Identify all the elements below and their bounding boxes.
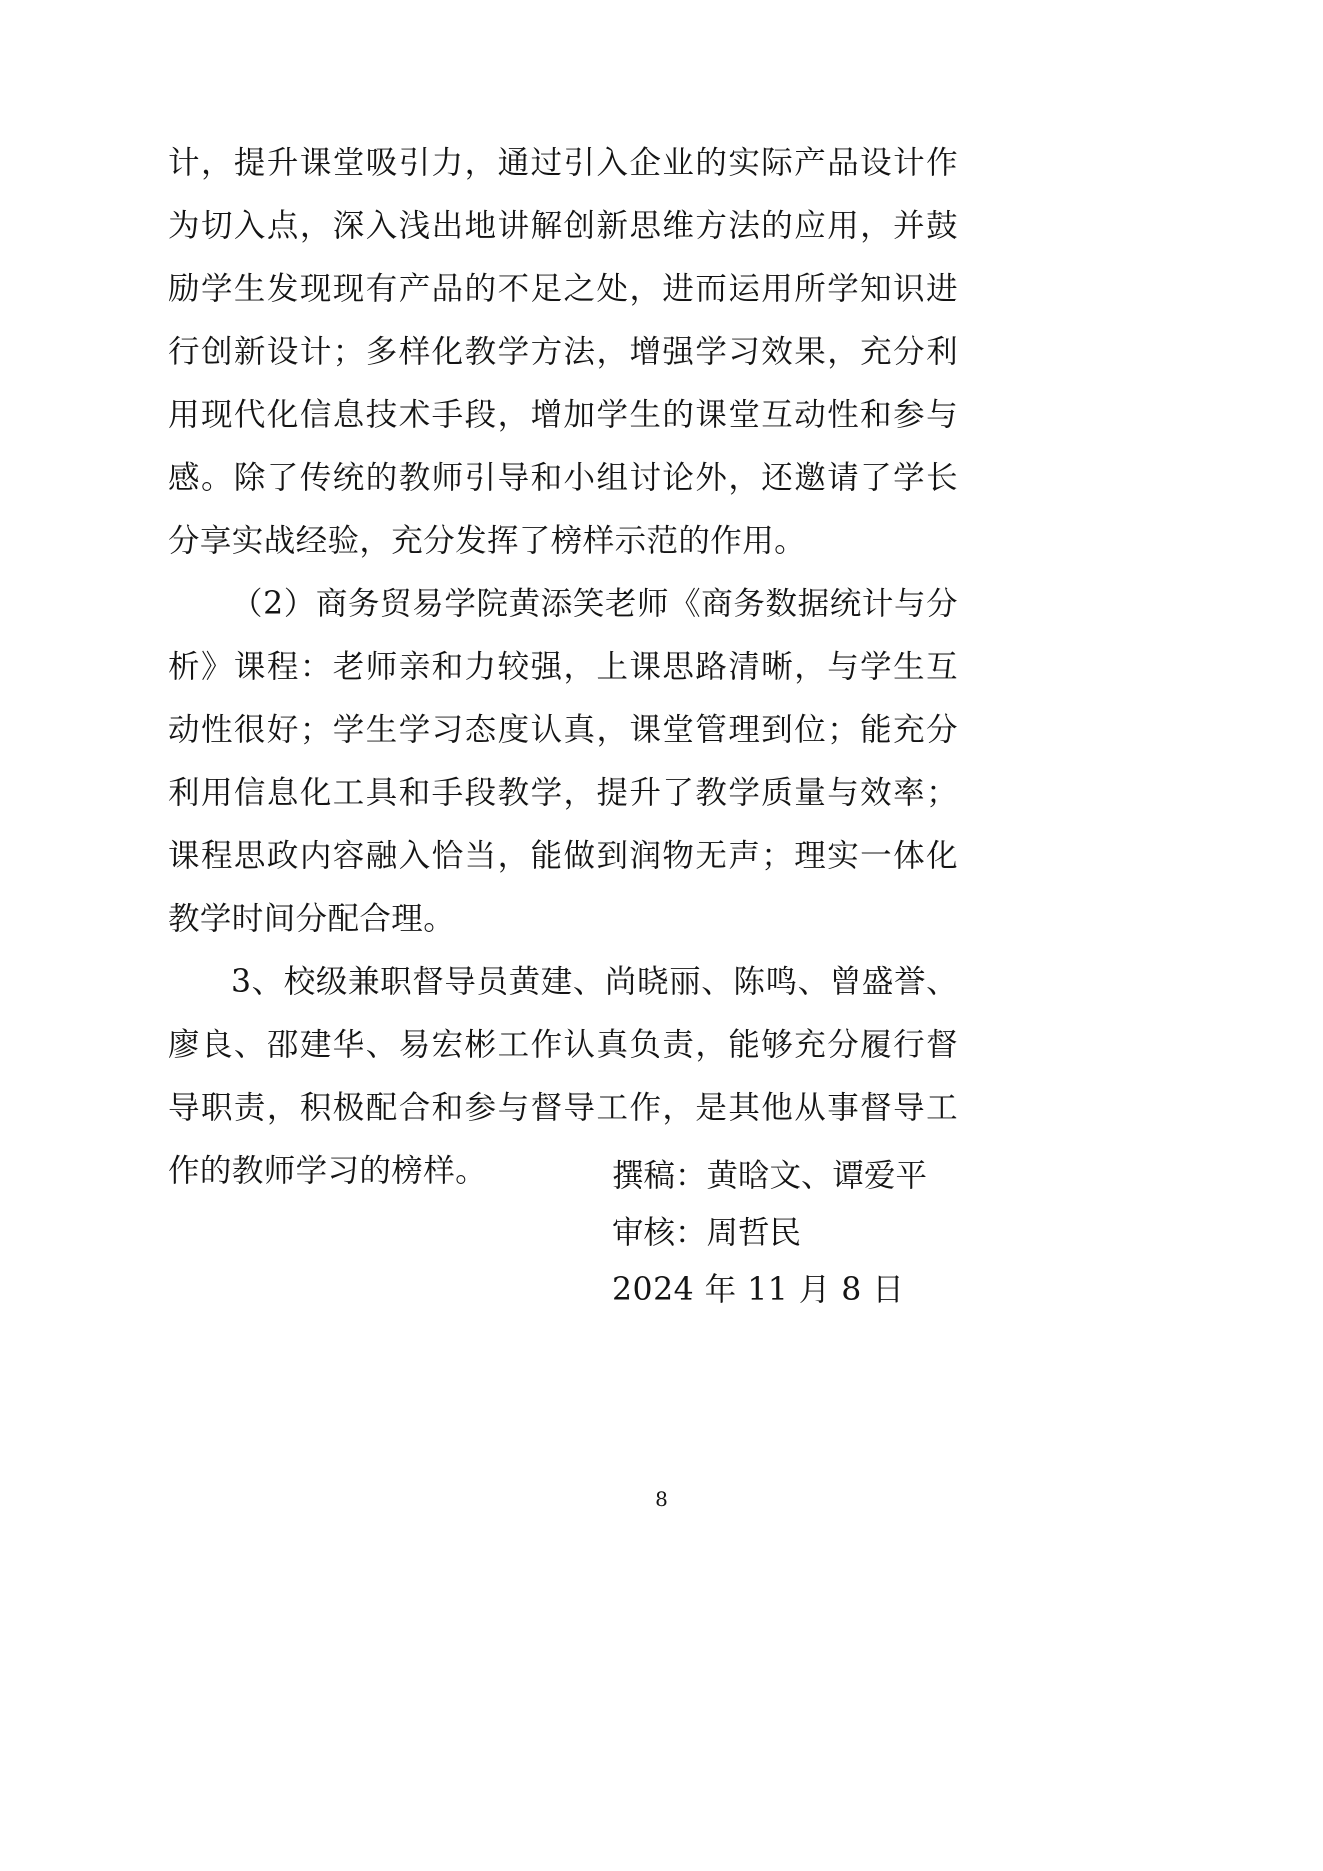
signature-block [612,1148,1042,1319]
signature-reviewer: 审核：周哲民 [612,1215,802,1251]
paragraph-item-2-business-data: （2）商务贸易学院黄添笑老师《商务数据统计与分析》课程：老师亲和力较强，上课思路清晰，与学生互动性很好；学生学习态度认真，课堂管理到位；能充分利用信息化工具和手段教学，提升了教学质量与效率；课程思政内容融入恰当，能做到润物无声；理实一体化教学时间分配合理。 [168,586,958,937]
signature-date: 2024 年 11 月 8 日 [612,1272,905,1308]
document-body [168,132,958,1203]
paragraph-item-3-supervisors: 3、校级兼职督导员黄建、尚晓丽、陈鸣、曾盛誉、廖良、邵建华、易宏彬工作认真负责，能够充分履行督导职责，积极配合和参与督导工作，是其他从事督导工作的教师学习的榜样。 [168,964,958,1189]
paragraph-continued-teaching-methods: 计，提升课堂吸引力，通过引入企业的实际产品设计作为切入点，深入浅出地讲解创新思维方法的应用，并鼓励学生发现现有产品的不足之处，进而运用所学知识进行创新设计；多样化教学方法，增强学习效果，充分利用现代化信息技术手段，增加学生的课堂互动性和参与感。除了传统的教师引导和小组讨论外，还邀请了学长分享实战经验，充分发挥了榜样示范的作用。 [168,145,958,559]
page-number: 8 [655,1487,668,1511]
signature-author: 撰稿：黄晗文、谭爱平 [612,1158,928,1194]
